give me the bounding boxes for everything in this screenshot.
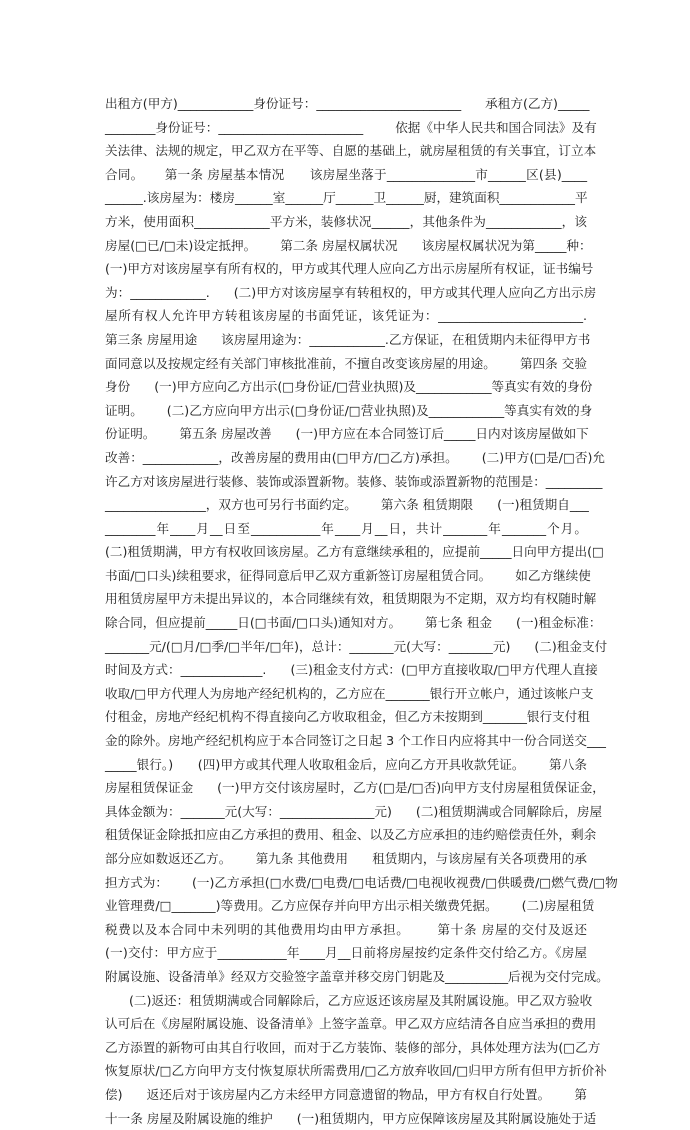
text-line: 用租赁房屋甲方未提出异议的，本合同继续有效，租赁期限为不定期，双方均有权随时解 (105, 591, 597, 607)
text-line: 租赁保证金除抵扣应由乙方承担的费用、租金、以及乙方应承担的违约赔偿责任外，剩余 (105, 827, 597, 843)
text-line: 出租方(甲方)____________身份证号：_______________________ 承租方(乙方)_____ (105, 96, 590, 111)
text-line: 屋所有权人允许甲方转租该房屋的书面凭证，该凭证为：_______________________. (105, 308, 587, 324)
text-line: 面同意以及按规定经有关部门审核批准前，不擅自改变该房屋的用途。 第四条 交验 (105, 355, 587, 371)
text-line: ______.该房屋为：楼房______室______厅______卫______厨，建筑面积____________平 (105, 190, 588, 206)
text-line: 证明。 (二)乙方应向甲方出示(□身份证/□营业执照)及____________等真实有效的身 (105, 402, 593, 418)
text-line: 份证明。 第五条 房屋改善 (一)甲方应在本合同签订后_____日内对该房屋做如下 (105, 426, 589, 442)
text-line: ________年____月__日至___________年____月__日，共计_______年_______个月。 (105, 520, 587, 536)
text-line: 认可后在《房屋附属设施、设备清单》上签字盖章。甲乙双方应结清各自应当承担的费用 (105, 1016, 597, 1032)
contract-page (105, 92, 618, 1130)
text-line: 改善：____________，改善房屋的费用由(□甲方/□乙方)承担。 (二)甲方(□是/□否)允 (105, 449, 605, 465)
text-line: 方米，使用面积____________平方米，装修状况______，其他条件为____________，该 (105, 213, 587, 229)
text-line: 乙方添置的新物可由其自行收回，而对于乙方装饰、装修的部分，具体处理方法为(□乙方 (105, 1039, 601, 1055)
text-line: 付租金，房地产经纪机构不得直接向乙方收取租金，但乙方未按期到_______银行支付租 (105, 709, 590, 725)
text-line: (二)返还：租赁期满或合同解除后，乙方应返还该房屋及其附属设施。甲乙双方验收 (105, 992, 593, 1008)
text-line: (一)交付：甲方应于___________年____月__日前将房屋按约定条件交付给乙方。《房屋 (105, 945, 587, 961)
text-line: 合同。 第一条 房屋基本情况 该房屋坐落于______________市______区(县)____ (105, 166, 587, 182)
text-line: 第三条 房屋用途 该房屋用途为：____________.乙方保证，在租赁期内未征得甲方书 (105, 331, 591, 347)
text-line: 十一条 房屋及附属设施的维护 (一)租赁期内，甲方应保障该房屋及其附属设施处于适 (105, 1110, 597, 1126)
text-line: 除合同，但应提前_____日(□书面/□口头)通知对方。 第七条 租金 (一)租金标准： (105, 615, 602, 631)
text-line: 金的除外。房地产经纪机构应于本合同签订之日起 3 个工作日内应将其中一份合同送交___ (105, 733, 606, 749)
text-line: 业管理费/□_______)等费用。乙方应保存并向甲方出示相关缴费凭据。 (二)房屋租赁 (105, 898, 595, 914)
text-line: _______元/(□月/□季/□半年/□年)，总计：_______元(大写：_______元) (二)租金支付 (105, 638, 608, 654)
text-line: 为：____________. (二)甲方对该房屋享有转租权的，甲方或其代理人应向乙方出示房 (105, 284, 597, 300)
text-line: 部分应如数返还乙方。 第九条 其他费用 租赁期内，与该房屋有关各项费用的承 (105, 851, 587, 866)
text-line: 恢复原状/□乙方向甲方支付恢复原状所需费用/□乙方放弃收回/□归甲方所有但甲方折价补 (105, 1063, 607, 1079)
text-line: 关法律、法规的规定，甲乙双方在平等、自愿的基础上，就房屋租赁的有关事宜，订立本 (105, 143, 597, 159)
text-line: 时间及方式：_____________. (三)租金支付方式：(□甲方直接收取/□甲方代理人直接 (105, 662, 598, 678)
text-line: 具体金额为：_______元(大写：_______________元) (二)租赁期满或合同解除后，房屋 (105, 803, 603, 819)
text-line: 偿) 返还后对于该房屋内乙方未经甲方同意遗留的物品，甲方有权自行处置。 第 (105, 1086, 587, 1102)
text-line: ________身份证号：_______________________ 依据《中华人民共和国合同法》及有 (105, 119, 597, 135)
text-line: 身份 (一)甲方应向乙方出示(□身份证/□营业执照)及____________等真实有效的身份 (105, 379, 593, 395)
text-line: 附属设施、设备清单》经双方交验签字盖章并移交房门钥匙及__________后视为交付完成。 (105, 968, 609, 984)
text-line: ________________，双方也可另行书面约定。 第六条 租赁期限 (一)租赁期自___ (105, 497, 589, 513)
text-line: (二)租赁期满，甲方有权收回该房屋。乙方有意继续承租的，应提前_____日向甲方提出(□ (105, 544, 604, 560)
text-line: 许乙方对该房屋进行装修、装饰或添置新物。装修、装饰或添置新物的范围是：_________ (105, 473, 603, 489)
text-line: 房屋租赁保证金 (一)甲方交付该房屋时，乙方(□是/□否)向甲方支付房屋租赁保证金， (105, 780, 605, 796)
text-line: (一)甲方对该房屋享有所有权的，甲方或其代理人应向乙方出示房屋所有权证，证书编号 (105, 261, 594, 277)
text-line: 担方式为： (一)乙方承担(□水费/□电费/□电话费/□电视收视费/□供暖费/□燃气费/□物 (105, 874, 618, 890)
text-line: 税费以及本合同中未列明的其他费用均由甲方承担。 第十条 房屋的交付及返还 (105, 921, 587, 937)
text-line: 收取/□甲方代理人为房地产经纪机构的，乙方应在_______银行开立帐户，通过该帐户支 (105, 685, 594, 701)
text-line: 书面/□口头)续租要求，征得同意后甲乙双方重新签订房屋租赁合同。 如乙方继续使 (105, 567, 591, 583)
text-line: 房屋(□已/□未)设定抵押。 第二条 房屋权属状况 该房屋权属状况为第_____种： (105, 237, 592, 253)
text-line: _____银行。) (四)甲方或其代理人收取租金后，应向乙方开具收款凭证。 第八条 (105, 756, 587, 772)
